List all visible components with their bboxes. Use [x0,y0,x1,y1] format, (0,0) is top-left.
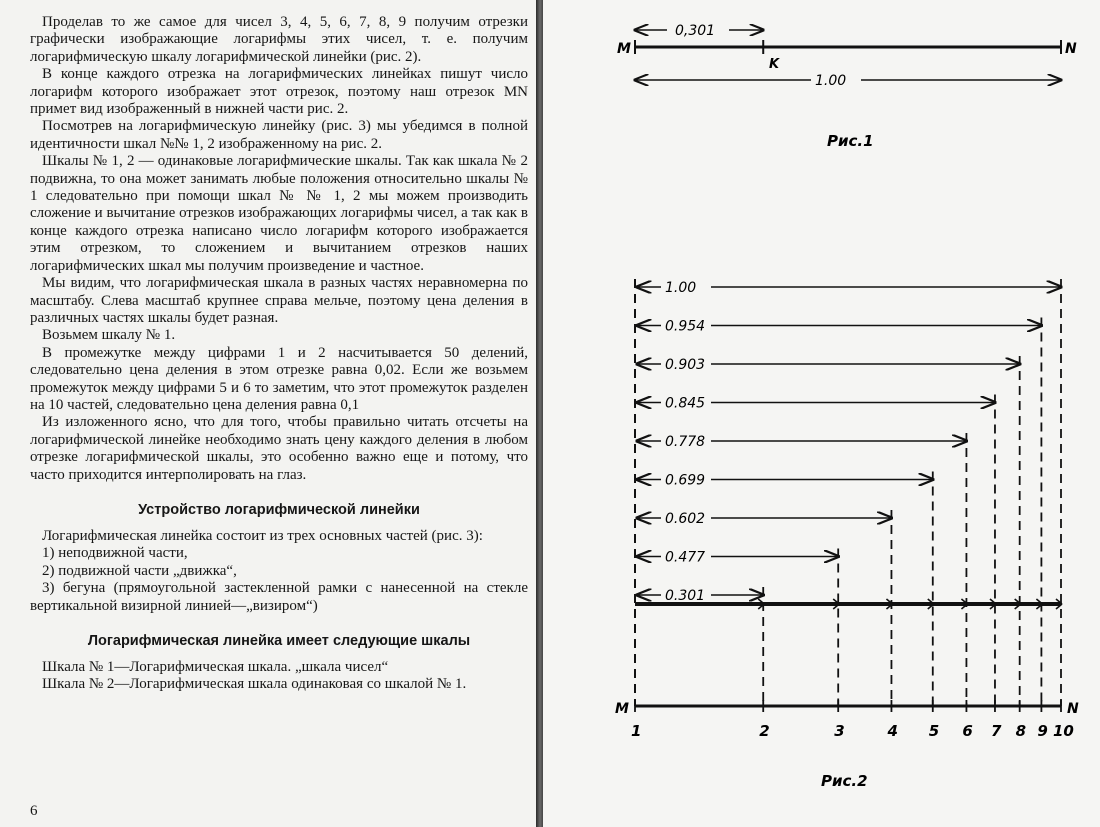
section-intro: Логарифмическая линейка состоит из трех основных частей (рис. 3): [42,527,483,544]
scale-line-2: Шкала № 2—Логарифмическая шкала одинаковая со шкалой № 1. [42,676,467,693]
fig2-scale-number: 7 [990,722,1002,740]
paragraph-2: В конце каждого отрезка на логарифмических линейках пишут число логарифм которого изображает этот отрезок, поэтому наш отрезок MN примет вид изображенный в нижней части рис. 2. [30,66,528,118]
fig2-segment-value: 0.602 [665,511,706,527]
fig1-short-value: 0,301 [675,23,716,39]
fig2-segment-value: 1.00 [665,280,697,296]
section-title-device: Устройство логарифмической линейки [138,501,420,518]
fig2-label-n: N [1067,701,1079,717]
fig2-scale-number: 9 [1037,722,1048,740]
left-page [0,0,538,827]
fig1-caption: Рис.1 [827,132,874,150]
fig1-full-value: 1.00 [815,73,847,89]
fig2-scale-number: 1 [631,722,642,740]
fig1-label-n: N [1065,41,1077,57]
fig2-segment-value: 0.954 [665,318,706,335]
figure-1 [617,20,1077,150]
fig2-segment-value: 0.699 [665,472,706,489]
scale-line-1: Шкала № 1—Логарифмическая шкала. „шкала чисел“ [42,659,389,675]
fig2-scale-number: 8 [1015,722,1027,740]
fig2-scale-number: 2 [759,722,770,740]
paragraph-3: Посмотрев на логарифмическую линейку (рис. 3) мы убедимся в полной идентичности шкал №№ 1, 2 изображенному на рис. 2. [30,118,528,152]
fig2-scale-number: 10 [1053,722,1074,740]
paragraph-1: Проделав то же самое для чисел 3, 4, 5, 6, 7, 8, 9 получим отрезки графически изображающие логарифмы этих чисел, т. е. получим логарифмическую шкалу логарифмической линейки (рис. 2). [30,14,528,65]
paragraph-8: Из изложенного ясно, что для того, чтобы правильно читать отсчеты на логарифмической линейке необходимо знать цену каждого деления в любом отрезке логарифмической шкалы, это особенно важно еще и потому, что часто приходится интерполировать на глаз. [30,414,528,483]
fig2-segment-value: 0.301 [665,588,706,604]
right-page [543,0,1100,827]
figure-canvas [543,0,1100,827]
paragraph-7: В промежутке между цифрами 1 и 2 насчитывается 50 делений, следовательно цена деления в этом отрезке равна 0,02. Если же возьмем промежуток между цифрами 5 и 6 то заметим, что этот промежуток разделен на 10 частей, следовательно цена деления равна 0,1 [30,344,528,413]
fig2-scale-number: 6 [962,722,973,740]
fig2-scale-number: 5 [928,722,940,740]
fig2-segment-value: 0.903 [665,357,706,373]
fig2-segment-value: 0.477 [665,549,706,566]
fig2-caption: Рис.2 [821,772,868,790]
fig2-segment-value: 0.778 [665,434,706,450]
paragraph-5: Мы видим, что логарифмическая шкала в разных частях неравномерна по масштабу. Слева масштаб крупнее справа мельче, поэтому цена деления в различных частях шкалы будет разная. [30,275,528,326]
list-item-2: 2) подвижной части „движка“, [42,562,237,579]
fig2-label-m: M [615,701,629,717]
list-item-1: 1) неподвижной части, [42,545,188,562]
section-title-scales: Логарифмическая линейка имеет следующие шкалы [87,633,471,649]
fig2-scale-number: 4 [887,722,898,740]
paragraph-4: Шкалы № 1, 2 — одинаковые логарифмические шкалы. Так как шкала № 2 подвижна, то она может занимать любые положения относительно шкалы № 1 следовательно при помощи шкал № № 1, 2 мы можем производить сложение и вычитание отрезков изображающих логарифмы чисел, а так как в конце каждого отрезка написано число логарифм которого изображается этим отрезком, то сложением и вычитанием отрезков наших логарифмических шкал мы получим произведение и частное. [30,153,528,274]
figure-2 [615,277,1079,790]
fig2-segment-value: 0.845 [665,395,706,412]
paragraph-6: Возьмем шкалу № 1. [42,327,176,344]
fig2-scale-number: 3 [834,722,845,740]
page-number: 6 [30,803,38,819]
fig1-label-m: M [617,41,631,57]
list-item-3: 3) бегуна (прямоугольной застекленной рамки с нанесенной на стекле вертикальной визирной линией—„визиром“) [30,580,528,614]
fig1-label-k: K [769,57,780,72]
